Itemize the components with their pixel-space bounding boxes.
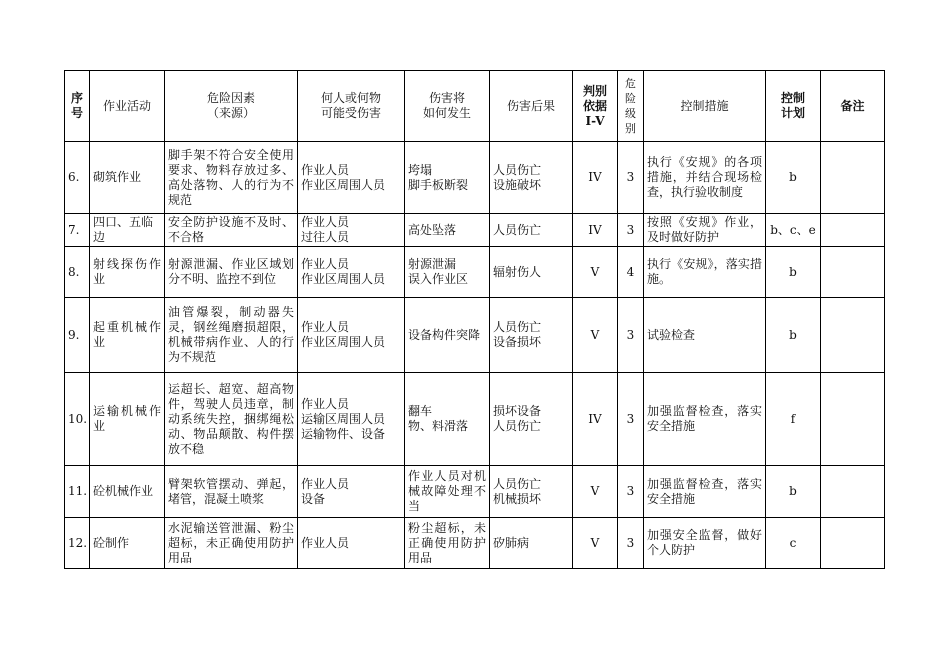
cell-how: [405, 142, 490, 214]
cell-measures: 加强监督检查，落实安全措施: [644, 373, 766, 466]
cell-level: 3: [618, 373, 644, 466]
cell-measures: 加强监督检查，落实安全措施: [644, 466, 766, 518]
cell-activity: [90, 214, 165, 247]
cell-consequence: [490, 142, 573, 214]
cell-who: [298, 373, 405, 466]
col-hazard-line: 危险因素: [206, 91, 255, 105]
cell-who: [298, 247, 405, 298]
cell-remark: [821, 466, 885, 518]
cell-who-line: 作业人员: [301, 257, 350, 271]
table-row: [65, 373, 885, 466]
cell-activity-line: 四口、五临: [93, 215, 154, 229]
cell-seq: 7.: [65, 214, 90, 247]
cell-basis: V: [573, 298, 618, 373]
cell-remark: [821, 298, 885, 373]
cell-consequence-line: 人员伤亡: [493, 476, 542, 491]
cell-how-line: 设备构件突降: [408, 327, 481, 342]
cell-level: 3: [618, 142, 644, 214]
cell-measures: 试验检查: [644, 298, 766, 373]
col-level-line: 危: [625, 77, 636, 90]
cell-consequence-line: 人员伤亡: [493, 419, 542, 433]
col-plan: [766, 71, 821, 142]
cell-hazard: 水泥输送管泄漏、粉尘超标，未正确使用防护用品: [165, 518, 298, 569]
header-row: [65, 71, 885, 142]
col-how-line: 如何发生: [422, 106, 471, 120]
cell-how: [405, 298, 490, 373]
cell-activity: [90, 373, 165, 466]
cell-consequence-line: 设施破坏: [493, 177, 542, 192]
cell-who-line: 运输物件、设备: [301, 426, 386, 441]
cell-basis: V: [573, 247, 618, 298]
col-level: [618, 71, 644, 142]
col-level-line: 险: [625, 92, 636, 105]
cell-how-line: 误入作业区: [408, 272, 469, 286]
col-measures: 控制措施: [644, 71, 766, 142]
cell-level: 3: [618, 298, 644, 373]
cell-hazard: 油管爆裂，制动器失灵，钢丝绳磨损超限，机械带病作业、人的行为不规范: [165, 298, 298, 373]
cell-hazard: 脚手架不符合安全使用要求、物料存放过多、高处落物、人的行为不规范: [165, 142, 298, 214]
cell-activity-line: 起重机械作业: [93, 320, 161, 349]
col-basis: [573, 71, 618, 142]
cell-who-line: 作业区周围人员: [301, 272, 386, 286]
cell-measures: 加强安全监督，做好个人防护: [644, 518, 766, 569]
cell-who-line: 作业人员: [301, 215, 350, 229]
cell-remark: [821, 214, 885, 247]
col-how-line: 伤害将: [428, 91, 465, 105]
cell-consequence-line: 人员伤亡: [493, 162, 542, 177]
cell-level: 3: [618, 214, 644, 247]
cell-remark: [821, 247, 885, 298]
cell-consequence-line: 辐射伤人: [493, 264, 542, 279]
cell-how-line: 射源泄漏: [408, 257, 457, 271]
cell-how: [405, 373, 490, 466]
table-row: [65, 298, 885, 373]
cell-activity: [90, 518, 165, 569]
cell-how-line: 粉尘超标，未正确使用防护用品: [408, 520, 486, 565]
cell-who-line: 作业区周围人员: [301, 335, 386, 349]
col-basis-line: 判别: [582, 83, 607, 98]
cell-who-line: 作业区周围人员: [301, 177, 386, 192]
cell-plan: b: [766, 466, 821, 518]
cell-activity-line: 边: [93, 230, 106, 244]
cell-seq: 10.: [65, 373, 90, 466]
col-plan-line: 控制: [780, 91, 805, 105]
cell-how-line: 翻车: [408, 404, 433, 418]
cell-remark: [821, 518, 885, 569]
cell-activity-line: 砌筑作业: [93, 170, 142, 184]
col-hazard: [165, 71, 298, 142]
cell-activity-line: 砼机械作业: [93, 484, 154, 498]
cell-activity: [90, 298, 165, 373]
col-seq: [65, 71, 90, 142]
cell-seq: 6.: [65, 142, 90, 214]
cell-level: 3: [618, 466, 644, 518]
cell-activity-line: 运输机械作业: [93, 404, 161, 433]
hazard-table: [64, 70, 885, 569]
cell-how-line: 作业人员对机械故障处理不当: [408, 469, 486, 513]
col-basis-line: I-V: [585, 113, 605, 128]
cell-activity-line: 射线探伤作业: [93, 257, 161, 286]
cell-remark: [821, 373, 885, 466]
cell-who-line: 作业人员: [301, 535, 350, 550]
cell-consequence-line: 损坏设备: [493, 404, 542, 418]
cell-plan: b: [766, 298, 821, 373]
cell-seq: 8.: [65, 247, 90, 298]
col-basis-line: 依据: [582, 98, 607, 113]
cell-measures: 按照《安规》作业，及时做好防护: [644, 214, 766, 247]
col-consequence: 伤害后果: [490, 71, 573, 142]
cell-basis: V: [573, 518, 618, 569]
cell-how-line: 物、料滑落: [408, 419, 469, 433]
col-seq-line: 号: [70, 106, 83, 120]
cell-hazard: 臂架软管摆动、弹起，堵管，混凝土喷浆: [165, 466, 298, 518]
table-body: [65, 142, 885, 569]
cell-who-line: 设备: [301, 491, 326, 506]
cell-seq: 9.: [65, 298, 90, 373]
cell-basis: IV: [573, 373, 618, 466]
cell-seq: 11.: [65, 466, 90, 518]
cell-level: 4: [618, 247, 644, 298]
table-row: [65, 466, 885, 518]
col-level-line: 别: [625, 122, 636, 135]
cell-who-line: 作业人员: [301, 476, 350, 491]
cell-seq: 12.: [65, 518, 90, 569]
cell-consequence: [490, 466, 573, 518]
cell-basis: IV: [573, 142, 618, 214]
cell-consequence: [490, 214, 573, 247]
cell-consequence: [490, 518, 573, 569]
cell-how: [405, 247, 490, 298]
cell-level: 3: [618, 518, 644, 569]
cell-measures: 执行《安规》，落实措施。: [644, 247, 766, 298]
cell-how-line: 垮塌: [408, 162, 433, 177]
cell-activity: [90, 247, 165, 298]
cell-activity-line: 砼制作: [93, 535, 130, 550]
table-row: [65, 518, 885, 569]
cell-consequence-line: 机械损坏: [493, 491, 542, 506]
col-remark: 备注: [821, 71, 885, 142]
cell-how-line: 高处坠落: [408, 222, 457, 237]
cell-how: [405, 466, 490, 518]
col-how: [405, 71, 490, 142]
table-row: [65, 214, 885, 247]
cell-remark: [821, 142, 885, 214]
cell-plan: b: [766, 247, 821, 298]
cell-basis: IV: [573, 214, 618, 247]
cell-hazard: 射源泄漏、作业区域划分不明、监控不到位: [165, 247, 298, 298]
cell-who: [298, 518, 405, 569]
cell-consequence-line: 设备损坏: [493, 335, 542, 349]
cell-plan: b、c、e: [766, 214, 821, 247]
col-who-line: 何人或何物: [320, 91, 381, 105]
cell-consequence-line: 矽肺病: [493, 535, 530, 550]
cell-plan: b: [766, 142, 821, 214]
cell-plan: f: [766, 373, 821, 466]
col-seq-line: 序: [70, 91, 83, 105]
table-row: [65, 247, 885, 298]
cell-activity: [90, 142, 165, 214]
cell-how: [405, 214, 490, 247]
col-hazard-line: （来源）: [206, 106, 255, 120]
cell-who-line: 运输区周围人员: [301, 411, 386, 426]
cell-plan: c: [766, 518, 821, 569]
cell-who-line: 作业人员: [301, 162, 350, 177]
cell-consequence: [490, 298, 573, 373]
cell-hazard: 运超长、超宽、超高物件，驾驶人员违章，制动系统失控，捆绑绳松动、物品颠散、构件摆放不稳: [165, 373, 298, 466]
col-plan-line: 计划: [780, 106, 805, 120]
cell-how-line: 脚手板断裂: [408, 177, 469, 192]
cell-consequence: [490, 247, 573, 298]
cell-who-line: 作业人员: [301, 320, 350, 334]
cell-who: [298, 298, 405, 373]
col-who-line: 可能受伤害: [320, 106, 381, 120]
table-row: [65, 142, 885, 214]
cell-who: [298, 466, 405, 518]
cell-who: [298, 142, 405, 214]
cell-consequence: [490, 373, 573, 466]
cell-who: [298, 214, 405, 247]
cell-consequence-line: 人员伤亡: [493, 320, 542, 334]
cell-hazard: 安全防护设施不及时、不合格: [165, 214, 298, 247]
col-who: [298, 71, 405, 142]
cell-basis: V: [573, 466, 618, 518]
cell-who-line: 作业人员: [301, 396, 350, 411]
cell-how: [405, 518, 490, 569]
cell-activity: [90, 466, 165, 518]
cell-measures: 执行《安规》的各项措施，并结合现场检查，执行验收制度: [644, 142, 766, 214]
cell-consequence-line: 人员伤亡: [493, 222, 542, 237]
col-activity: 作业活动: [90, 71, 165, 142]
col-level-line: 级: [625, 107, 636, 120]
cell-who-line: 过往人员: [301, 230, 350, 244]
